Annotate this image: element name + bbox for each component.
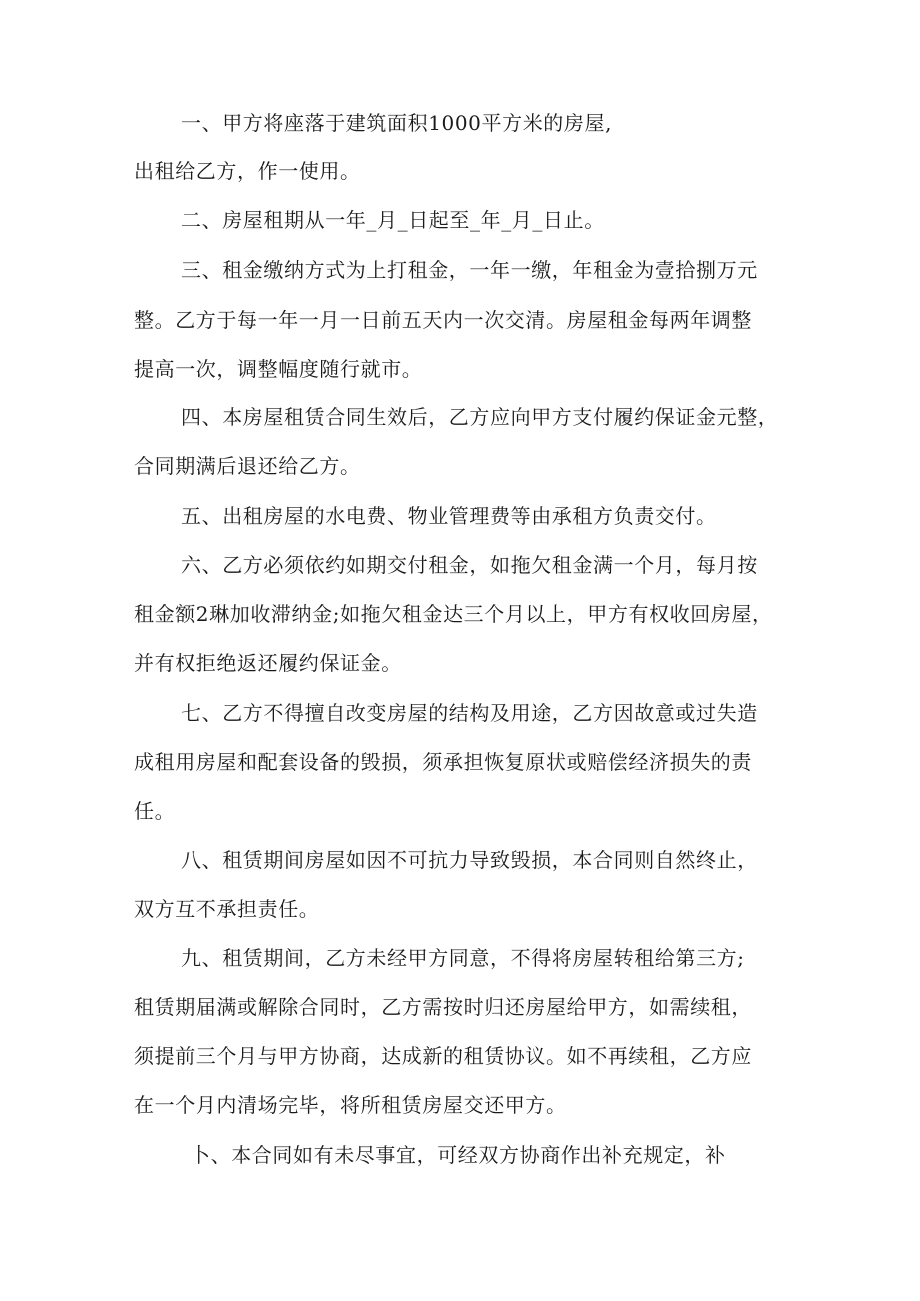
clause-8-line-2: 双方互不承担责任。 — [134, 897, 320, 921]
clause-8-line-1: 八、租赁期间房屋如因不可抗力导致毁损，本合同则自然终止， — [181, 848, 758, 872]
clause-2-line-1: 二、房屋租期从一年_月_日起至_年_月_日止。 — [181, 208, 605, 232]
clause-1-line-2: 出租给乙方，作一使用。 — [134, 159, 361, 183]
clause-9-line-4: 在一个月内清场完毕，将所租赁房屋交还甲方。 — [134, 1093, 567, 1117]
clause-3-line-1: 三、租金缴纳方式为上打租金，一年一缴，年租金为壹拾捌万元 — [181, 258, 758, 282]
clause-4-line-2: 合同期满后退还给乙方。 — [134, 454, 361, 478]
clause-4-line-1: 四、本房屋租赁合同生效后，乙方应向甲方支付履约保证金元整， — [181, 405, 779, 429]
clause-5-line-1: 五、出租房屋的水电费、物业管理费等由承租方负责交付。 — [181, 504, 717, 528]
clause-9-line-1: 九、租赁期间，乙方未经甲方同意，不得将房屋转租给第三方; — [181, 946, 745, 970]
clause-7-line-2: 成租用房屋和配套设备的毁损，须承担恢复原状或赔偿经济损失的责 — [134, 750, 752, 774]
clause-6-line-2: 租金额2琳加收滞纳金;如拖欠租金达三个月以上，甲方有权收回房屋， — [134, 602, 773, 626]
clause-3-line-2: 整。乙方于每一年一月一日前五天内一次交清。房屋租金每两年调整 — [134, 308, 752, 332]
clause-6-line-3: 并有权拒绝返还履约保证金。 — [134, 651, 402, 675]
clause-7-line-3: 任。 — [134, 799, 176, 823]
clause-3-line-3: 提高一次，调整幅度随行就市。 — [134, 357, 423, 381]
clause-7-line-1: 七、乙方不得擅自改变房屋的结构及用途，乙方因故意或过失造 — [181, 701, 758, 725]
clause-9-line-2: 租赁期届满或解除合同时，乙方需按时归还房屋给甲方，如需续租， — [134, 995, 752, 1019]
clause-6-line-1: 六、乙方必须依约如期交付租金，如拖欠租金满一个月，每月按 — [181, 553, 758, 577]
clause-9-line-3: 须提前三个月与甲方协商，达成新的租赁协议。如不再续租，乙方应 — [134, 1044, 752, 1068]
clause-10-line-1: 卜、本合同如有未尽事宜，可经双方协商作出补充规定，补 — [190, 1143, 726, 1167]
clause-1-line-1: 一、甲方将座落于建筑面积1000平方米的房屋, — [181, 111, 613, 135]
